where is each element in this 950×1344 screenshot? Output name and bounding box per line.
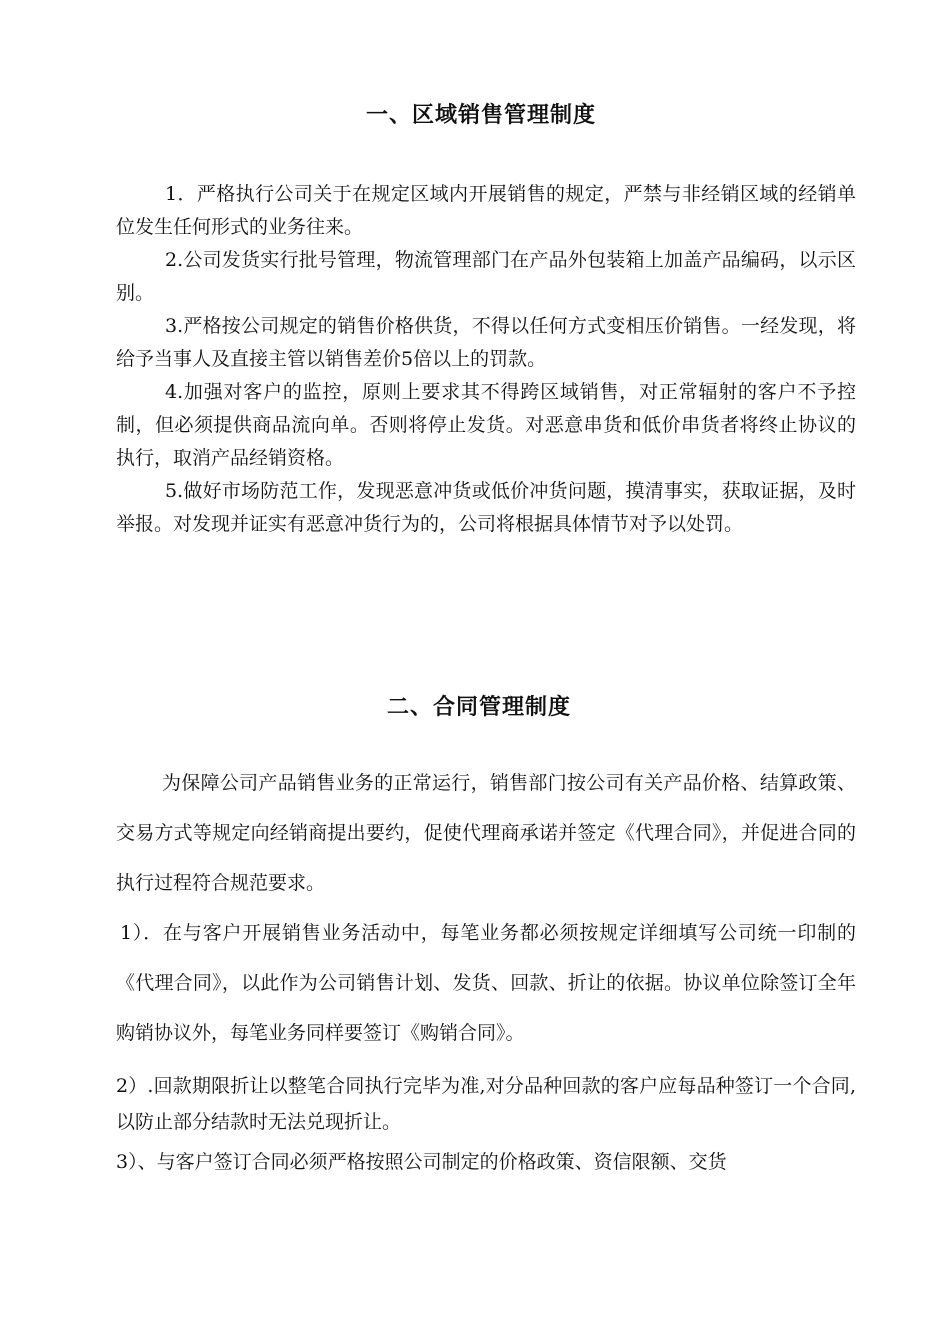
section1-paragraph-1: 1．严格执行公司关于在规定区域内开展销售的规定，严禁与非经销区域的经销单位发生任何形式的业务往来。	[116, 183, 856, 238]
section2-title: 二、合同管理制度	[386, 695, 571, 720]
section1-paragraph-2: 2.公司发货实行批号管理，物流管理部门在产品外包装箱上加盖产品编码，以示区别。	[116, 249, 856, 304]
section1-paragraph-4: 4.加强对客户的监控，原则上要求其不得跨区域销售，对正常辐射的客户不予控制，但必须提供商品流向单。否则将停止发货。对恶意串货和低价串货者将终止协议的执行，取消产品经销资格。	[116, 381, 856, 469]
section1-body	[116, 178, 856, 541]
section2-item-1: 1）．在与客户开展销售业务活动中，每笔业务都必须按规定详细填写公司统一印制的《代理合同》，以此作为公司销售计划、发货、回款、折让的依据。协议单位除签订全年购销协议外，每笔业务同样要签订《购销合同》。	[116, 922, 856, 1044]
section1-title: 一、区域销售管理制度	[365, 103, 596, 128]
section1-paragraph-5: 5.做好市场防范工作，发现恶意冲货或低价冲货问题，摸清事实，获取证据，及时举报。对发现并证实有恶意冲货行为的，公司将根据具体情节对予以处罚。	[116, 480, 856, 535]
section1-paragraph-3: 3.严格按公司规定的销售价格供货，不得以任何方式变相压价销售。一经发现，将给予当事人及直接主管以销售差价5倍以上的罚款。	[116, 315, 856, 370]
section2-item-3: 3）、与客户签订合同必须严格按照公司制定的价格政策、资信限额、交货	[116, 1151, 727, 1173]
section2-body	[116, 758, 856, 1180]
section2-intro-paragraph: 为保障公司产品销售业务的正常运行，销售部门按公司有关产品价格、结算政策、交易方式等规定向经销商提出要约，促使代理商承诺并签定《代理合同》，并促进合同的执行过程符合规范要求。	[116, 772, 856, 894]
section2-item-2: 2）.回款期限折让以整笔合同执行完毕为准,对分品种回款的客户应每品种签订一个合同,以防止部分结款时无法兑现折让。	[116, 1075, 856, 1133]
